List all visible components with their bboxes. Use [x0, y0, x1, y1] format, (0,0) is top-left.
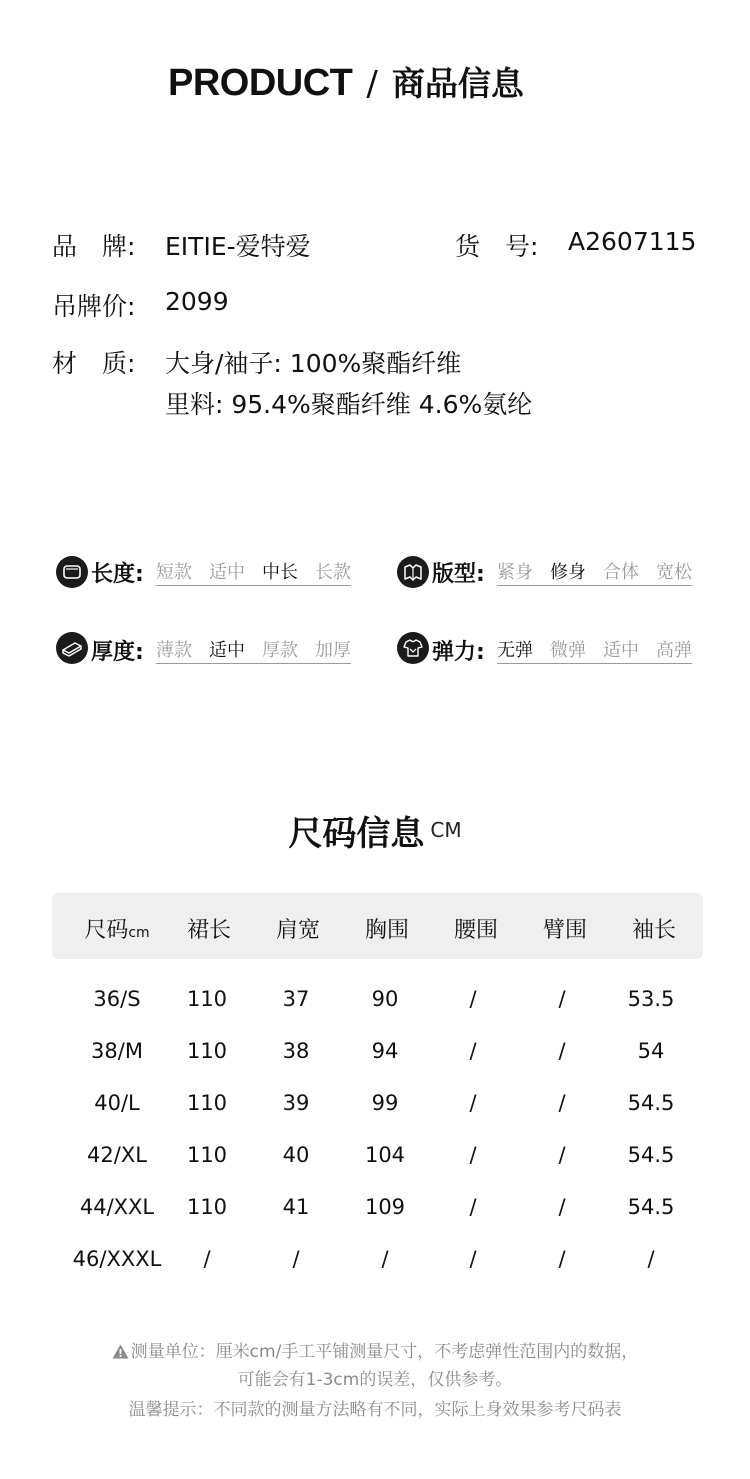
fit-option-loose: 宽松 — [656, 562, 692, 583]
cell-bust: 109 — [364, 1195, 406, 1219]
cell-skirt-length: 110 — [186, 1195, 228, 1219]
fit-icon — [397, 556, 429, 588]
length-label: 长度: — [91, 562, 144, 587]
fit-options — [497, 558, 692, 586]
header-title-cn: 商品信息 — [391, 64, 524, 103]
elasticity-option-medium: 适中 — [603, 640, 639, 661]
cell-size: 36/S — [93, 987, 141, 1011]
size-table-header — [52, 893, 703, 959]
size-section-title — [0, 806, 750, 855]
size-title-unit: CM — [430, 818, 462, 842]
header-sleeve: 袖长 — [631, 918, 676, 943]
brand-value: EITIE-爱特爱 — [165, 232, 311, 261]
length-option-medium: 适中 — [209, 562, 245, 583]
elasticity-option-slight: 微弹 — [550, 640, 586, 661]
elasticity-option-high: 高弹 — [656, 640, 692, 661]
table-row — [0, 1039, 750, 1069]
cell-arm: / — [558, 1091, 566, 1115]
sku-value: A2607115 — [568, 227, 697, 256]
cell-sleeve: 53.5 — [627, 987, 675, 1011]
cell-skirt-length: 110 — [186, 987, 228, 1011]
fit-label: 版型: — [432, 562, 485, 587]
header-bust: 胸围 — [364, 918, 409, 943]
cell-waist: / — [469, 1247, 477, 1271]
length-icon — [56, 556, 88, 588]
cell-shoulder: 39 — [282, 1091, 310, 1115]
elasticity-icon — [397, 632, 429, 664]
cell-waist: / — [469, 1039, 477, 1063]
cell-bust: / — [381, 1247, 389, 1271]
cell-sleeve: 54.5 — [627, 1143, 675, 1167]
header-arm: 臂围 — [542, 918, 587, 943]
cell-bust: 94 — [371, 1039, 399, 1063]
cell-waist: / — [469, 1143, 477, 1167]
header-shoulder: 肩宽 — [275, 918, 320, 943]
thickness-option-extra-thick: 加厚 — [315, 640, 351, 661]
note-line-3: 温馨提示：不同款的测量方法略有不同，实际上身效果参考尺码表 — [128, 1400, 622, 1420]
cell-sleeve: 54.5 — [627, 1195, 675, 1219]
header-separator: / — [366, 64, 378, 104]
table-row — [0, 1195, 750, 1225]
cell-shoulder: 38 — [282, 1039, 310, 1063]
price-value: 2099 — [165, 287, 229, 316]
page-header — [168, 58, 524, 105]
cell-shoulder: 40 — [282, 1143, 310, 1167]
thickness-option-thick: 厚款 — [262, 640, 298, 661]
length-option-short: 短款 — [156, 562, 192, 583]
elasticity-option-none: 无弹 — [497, 640, 533, 661]
price-label: 吊牌价: — [52, 292, 136, 321]
cell-sleeve: / — [647, 1247, 655, 1271]
fit-option-tight: 紧身 — [497, 562, 533, 583]
cell-size: 38/M — [91, 1039, 143, 1063]
material-line-1: 大身/袖子: 100%聚酯纤维 — [165, 349, 462, 378]
cell-size: 42/XL — [87, 1143, 147, 1167]
sku-label: 货 号: — [455, 232, 539, 261]
cell-skirt-length: 110 — [186, 1091, 228, 1115]
fit-option-slim: 修身 — [550, 562, 586, 583]
cell-size: 40/L — [94, 1091, 140, 1115]
thickness-option-medium: 适中 — [209, 640, 245, 661]
brand-label: 品 牌: — [52, 232, 136, 261]
length-option-long: 长款 — [315, 562, 351, 583]
length-option-midlong: 中长 — [262, 562, 298, 583]
table-row — [0, 987, 750, 1017]
material-line-2: 里料: 95.4%聚酯纤维 4.6%氨纶 — [165, 390, 533, 419]
thickness-option-thin: 薄款 — [156, 640, 192, 661]
header-size — [72, 913, 162, 944]
length-options — [156, 558, 351, 586]
warning-icon — [112, 1344, 129, 1364]
note-line-1-text: 测量单位：厘米cm/手工平铺测量尺寸，不考虑弹性范围内的数据， — [130, 1342, 639, 1362]
cell-sleeve: 54 — [637, 1039, 665, 1063]
cell-arm: / — [558, 987, 566, 1011]
cell-skirt-length: / — [203, 1247, 211, 1271]
note-line-2: 可能会有1-3cm的误差，仅供参考。 — [237, 1370, 513, 1390]
cell-bust: 90 — [371, 987, 399, 1011]
cell-bust: 99 — [371, 1091, 399, 1115]
fit-option-regular: 合体 — [603, 562, 639, 583]
header-title-en: PRODUCT — [168, 62, 353, 104]
table-row — [0, 1091, 750, 1121]
cell-waist: / — [469, 1091, 477, 1115]
cell-bust: 104 — [364, 1143, 406, 1167]
material-label: 材 质: — [52, 349, 136, 378]
cell-sleeve: 54.5 — [627, 1091, 675, 1115]
thickness-icon — [56, 632, 88, 664]
cell-arm: / — [558, 1195, 566, 1219]
cell-skirt-length: 110 — [186, 1143, 228, 1167]
size-title-text: 尺码信息 — [288, 814, 425, 854]
cell-shoulder: 37 — [282, 987, 310, 1011]
cell-size: 44/XXL — [79, 1195, 155, 1219]
cell-waist: / — [469, 987, 477, 1011]
header-waist: 腰围 — [453, 918, 498, 943]
thickness-options — [156, 636, 351, 664]
cell-arm: / — [558, 1143, 566, 1167]
cell-arm: / — [558, 1039, 566, 1063]
cell-shoulder: / — [292, 1247, 300, 1271]
header-size-text: 尺码 — [84, 918, 129, 943]
cell-size: 46/XXXL — [72, 1247, 162, 1271]
header-skirt-length: 裙长 — [186, 918, 231, 943]
cell-waist: / — [469, 1195, 477, 1219]
header-size-unit: cm — [128, 925, 150, 941]
table-row — [0, 1247, 750, 1277]
table-row — [0, 1143, 750, 1173]
cell-shoulder: 41 — [282, 1195, 310, 1219]
note-line-1 — [0, 1337, 750, 1364]
thickness-label: 厚度: — [91, 640, 144, 665]
cell-skirt-length: 110 — [186, 1039, 228, 1063]
cell-arm: / — [558, 1247, 566, 1271]
elasticity-label: 弹力: — [432, 640, 485, 665]
elasticity-options — [497, 636, 692, 664]
